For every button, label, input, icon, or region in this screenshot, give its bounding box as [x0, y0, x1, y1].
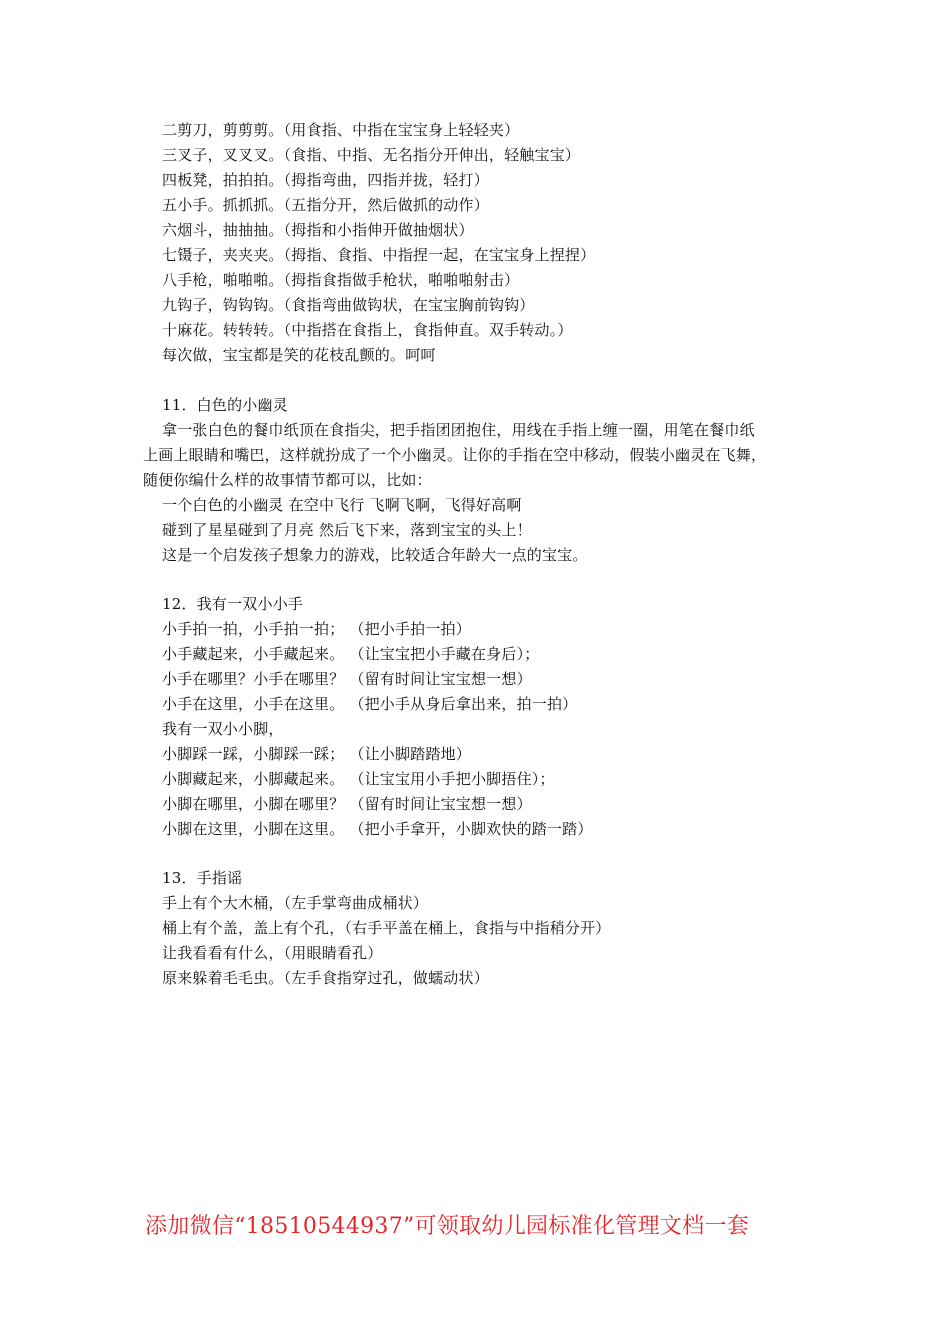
section-13-line: 手上有个大木桶，（左手掌弯曲成桶状） [162, 894, 429, 912]
section-13-line: 桶上有个盖，盖上有个孔，（右手平盖在桶上，食指与中指稍分开） [162, 919, 611, 937]
rhyme-line: 八手枪，啪啪啪。（拇指食指做手枪状，啪啪啪射击） [162, 271, 520, 289]
section-13-line: 原来躲着毛毛虫。（左手食指穿过孔，做蠕动状） [162, 969, 489, 987]
section-11-title: 11．白色的小幽灵 [162, 396, 288, 414]
section-12-line: 小脚在这里，小脚在这里。 （把小手拿开，小脚欢快的踏一踏） [162, 820, 593, 838]
section-12-line: 小脚在哪里，小脚在哪里？ （留有时间让宝宝想一想） [162, 795, 532, 813]
section-12-line: 小手拍一拍，小手拍一拍； （把小手拍一拍） [162, 620, 471, 638]
section-12-line: 小手在这里，小手在这里。 （把小手从身后拿出来，拍一拍） [162, 695, 578, 713]
section-12-line: 小手在哪里？小手在哪里？ （留有时间让宝宝想一想） [162, 670, 532, 688]
section-12-line: 小手藏起来，小手藏起来。 （让宝宝把小手藏在身后）； [162, 645, 540, 663]
rhyme-line: 十麻花。转转转。（中指搭在食指上，食指伸直。双手转动。） [162, 321, 573, 339]
footer-promo-text: 添加微信“18510544937”可领取幼儿园标准化管理文档一套 [145, 1214, 750, 1239]
section-12-line: 我有一双小小脚， [162, 720, 284, 738]
section-11-paragraph: 上画上眼睛和嘴巴，这样就扮成了一个小幽灵。让你的手指在空中移动，假装小幽灵在飞舞， [143, 446, 767, 464]
section-13-title: 13．手指谣 [162, 869, 243, 887]
section-13-line: 让我看看有什么，（用眼睛看孔） [162, 944, 383, 962]
rhyme-line: 三叉子，叉叉叉。（食指、中指、无名指分开伸出，轻触宝宝） [162, 146, 581, 164]
rhyme-line: 二剪刀，剪剪剪。（用食指、中指在宝宝身上轻轻夹） [162, 121, 520, 139]
section-11-line: 一个白色的小幽灵 在空中飞行 飞啊飞啊，飞得好高啊 [162, 496, 522, 514]
section-12-line: 小脚踩一踩，小脚踩一踩； （让小脚踏踏地） [162, 745, 471, 763]
rhyme-line: 七镊子，夹夹夹。（拇指、食指、中指捏一起，在宝宝身上捏捏） [162, 246, 596, 264]
section-11-paragraph: 随便你编什么样的故事情节都可以，比如： [143, 471, 432, 489]
section-12-line: 小脚藏起来，小脚藏起来。 （让宝宝用小手把小脚捂住）； [162, 770, 555, 788]
section-12-title: 12．我有一双小小手 [162, 595, 304, 613]
section-11-line: 这是一个启发孩子想象力的游戏，比较适合年龄大一点的宝宝。 [162, 546, 588, 564]
rhyme-line: 四板凳，拍拍拍。（拇指弯曲，四指并拢，轻打） [162, 171, 489, 189]
rhyme-line: 六烟斗，抽抽抽。（拇指和小指伸开做抽烟状） [162, 221, 474, 239]
section-11-paragraph: 拿一张白色的餐巾纸顶在食指尖，把手指团团抱住，用线在手指上缠一圈，用笔在餐巾纸 [162, 421, 755, 439]
rhyme-line: 每次做，宝宝都是笑的花枝乱颤的。呵呵 [162, 346, 436, 364]
rhyme-line: 九钩子，钩钩钩。（食指弯曲做钩状，在宝宝胸前钩钩） [162, 296, 535, 314]
rhyme-line: 五小手。抓抓抓。（五指分开，然后做抓的动作） [162, 196, 489, 214]
section-11-line: 碰到了星星碰到了月亮 然后飞下来，落到宝宝的头上！ [162, 521, 532, 539]
